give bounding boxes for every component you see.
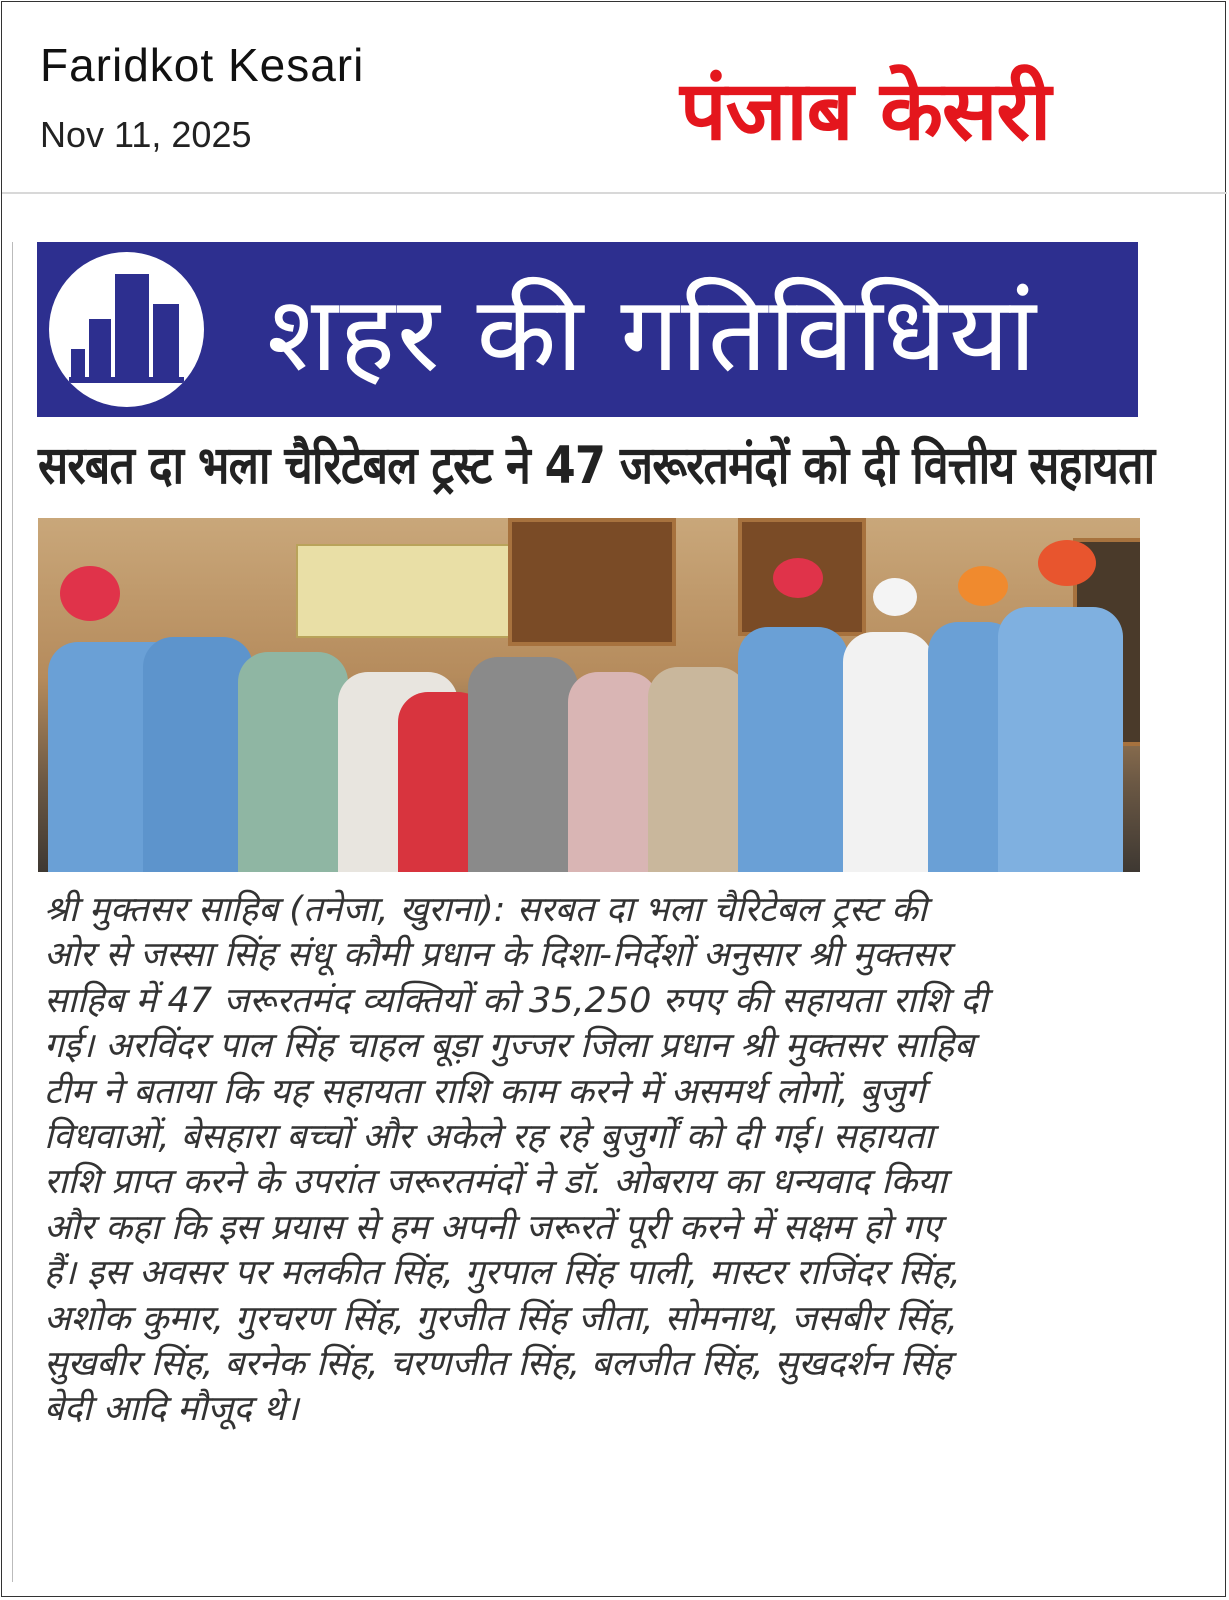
body-line: साहिब में 47 जरूरतमंद व्यक्तियों को 35,250 रुपए की सहायता राशि दी [44,980,988,1021]
article-photo [38,518,1140,872]
body-line: ओर से जस्सा सिंह संधू कौमी प्रधान के दिशा-निर्देशों अनुसार श्री मुक्तसर [44,935,950,976]
body-line: श्री मुक्तसर साहिब (तनेजा, खुराना): सरबत दा भला चैरिटेबल ट्रस्ट की [44,890,927,930]
section-title: शहर की गतिविधियां [267,273,1039,395]
article-body [44,888,1144,1433]
body-line: सुखबीर सिंह, बरनेक सिंह, चरणजीत सिंह, बलजीत सिंह, सुखदर्शन सिंह [44,1344,952,1385]
body-line: हैं। इस अवसर पर मलकीत सिंह, गुरपाल सिंह पाली, मास्टर राजिंदर सिंह, [44,1253,961,1294]
body-line: अशोक कुमार, गुरचरण सिंह, गुरजीत सिंह जीता, सोमनाथ, जसबीर सिंह, [44,1298,958,1339]
body-line: राशि प्राप्त करने के उपरांत जरूरतमंदों ने डॉ. ओबराय का धन्यवाद किया [44,1162,947,1203]
body-line: विधवाओं, बेसहारा बच्चों और अकेले रह रहे बुजुर्गों को दी गई। सहायता [44,1117,934,1158]
city-buildings-icon [49,252,204,407]
section-banner [37,242,1138,417]
body-line: बेदी आदि मौजूद थे। [44,1389,299,1430]
body-line: गई। अरविंदर पाल सिंह चाहल बूड़ा गुज्जर जिला प्रधान श्री मुक्तसर साहिब [44,1026,974,1067]
body-line: टीम ने बताया कि यह सहायता राशि काम करने में असमर्थ लोगों, बुजुर्ग [44,1071,926,1112]
header-divider [2,192,1227,194]
newspaper-logo: पंजाब केसरी [680,64,1051,159]
body-line: और कहा कि इस प्रयास से हम अपनी जरूरतें पूरी करने में सक्षम हो गए [44,1207,942,1248]
clipping-border [12,242,13,1582]
article-headline: सरबत दा भला चैरिटेबल ट्रस्ट ने 47 जरूरतमंदों को दी वित्तीय सहायता [38,436,1155,496]
publish-date: Nov 11, 2025 [40,114,252,155]
source-name: Faridkot Kesari [40,39,365,91]
